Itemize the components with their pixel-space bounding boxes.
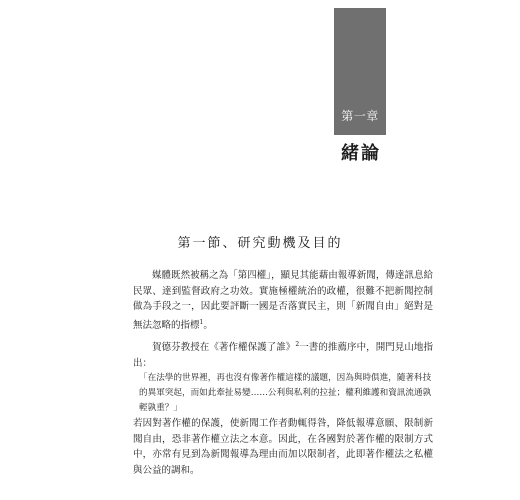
body-text bbox=[133, 268, 433, 478]
paragraph-2-intro: 賀德芬教授在《著作權保護了誰》 bbox=[152, 342, 296, 354]
section-heading: 第一節、研究動機及目的 bbox=[177, 236, 343, 251]
paragraph-1: 媒體既然被稱之為「第四權」，顯見其能藉由報導新聞，傳達訊息給民眾、達到監督政府之功效。實施極權統治的政權，很難不把新聞控制做為手段之一，因此要評斷一國是否落實民主，則「新聞自由」絕對是無法忽略的指標$^1$。 bbox=[133, 270, 433, 331]
paragraph-2-rest: 若因對著作權的保護，使新聞工作者動輒得咎，降低報導意願、限制新聞自由，恐非著作權立法之本意。因此，在各國對於著作權的限制方式中，亦常有見到為新聞報導為理由而加以限制者，此即著作權法之私權與公益的調和。 bbox=[133, 418, 433, 476]
chapter-label: 第一章 bbox=[341, 109, 379, 123]
paragraph-2-intro-tail: 一書的推薦序中，開門見山地指出： bbox=[133, 342, 433, 369]
paragraph-2 bbox=[133, 337, 433, 371]
footnote-2-marker: 2 bbox=[295, 341, 300, 349]
block-quote: 「在法學的世界裡，再也沒有像著作權這樣的議題，因為與時俱進，隨著科技的異軍突起，而如此牽扯易變……公利與私利的拉扯；權利維護和資訊流通孰輕孰重？」 bbox=[139, 373, 432, 414]
chapter-title: 緒論 bbox=[341, 143, 381, 164]
footnote-1-marker: 1 bbox=[199, 318, 204, 326]
paragraph-1-text: 媒體既然被稱之為「第四權」，顯見其能藉由報導新聞，傳達訊息給民眾、達到監督政府之功效。實施極權統治的政權，很難不把新聞控制做為手段之一，因此要評斷一國是否落實民主，則「新聞自由」絕對是無法忽略的指標 bbox=[133, 270, 433, 331]
